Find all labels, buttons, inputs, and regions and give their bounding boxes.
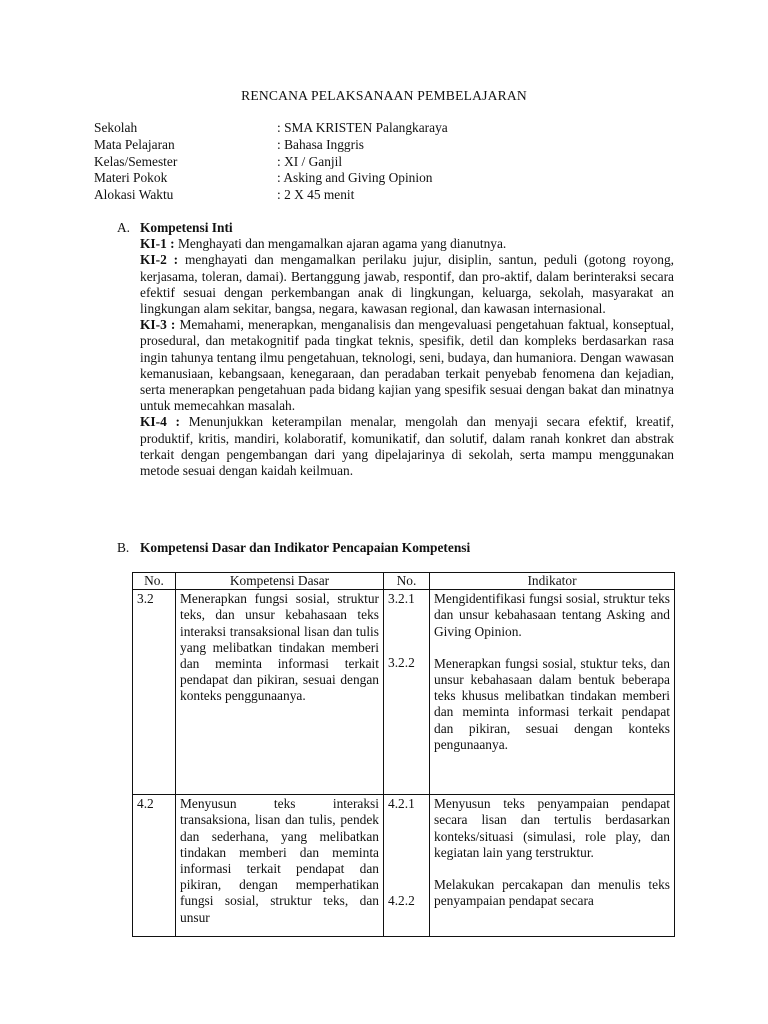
table-row: [133, 590, 675, 795]
header-indikator: Indikator: [430, 573, 675, 590]
ki-code: KI-2 :: [140, 252, 179, 268]
competency-table: [132, 572, 675, 937]
table-header-row: [133, 573, 675, 590]
indicator-texts: [430, 795, 675, 937]
indicator-text: Menyusun teks penyampaian pendapat secara lisan dan tertulis berdasarkan konteks/situasi (simulasi, role play, dan kegiatan lain yang terstruktur.: [434, 796, 670, 860]
ki-code: KI-4 :: [140, 414, 180, 430]
ki-item: [140, 414, 674, 479]
kd-number: 3.2: [133, 590, 176, 795]
identity-row-topic: [94, 170, 448, 187]
document-title: RENCANA PELAKSANAAN PEMBELAJARAN: [241, 88, 527, 103]
indicator-texts: [430, 590, 675, 795]
indicator-number: 4.2.1: [388, 796, 415, 812]
identity-value: : 2 X 45 menit: [277, 187, 355, 203]
identity-label: Kelas/Semester: [94, 153, 178, 169]
ki-item: [140, 317, 674, 414]
identity-value: : SMA KRISTEN Palangkaraya: [277, 120, 448, 135]
ki-text: Memahami, menerapkan, menganalisis dan mengevaluasi pengetahuan faktual, konseptual, prosedural, dan metakognitif pada tingkat teknis, spesifik, detil dan kompleks berdasarkan rasa ingin tahunya tentang ilmu pengetahuan, teknologi, seni, budaya, dan humaniora. Dengan wawasan kemanusiaan, kebangsaan, kenegaraan, dan peradaban terkait penyebab fenomena dan kejadian, serta menerapkan pengetahuan pada bidang kajian yang spesifik sesuai dengan bakat dan minatnya untuk memecahkan masalah.: [140, 317, 674, 414]
indicator-number: 4.2.2: [388, 893, 415, 909]
header-no-indikator: No.: [384, 573, 430, 590]
ki-text: Menghayati dan mengamalkan ajaran agama yang dianutnya.: [174, 236, 507, 252]
identity-label: Materi Pokok: [94, 170, 168, 186]
identity-value: : Bahasa Inggris: [277, 136, 365, 152]
indicator-number: 3.2.2: [388, 655, 415, 671]
table-row: [133, 795, 675, 937]
ki-text: menghayati dan mengamalkan perilaku jujur, disiplin, santun, peduli (gotong royong, kerjasama, toleran, damai). Bertanggung jawab, respontif, dan pro-aktif, dalam berinteraksi secara efektif sesuai dengan perkembangan anak di lingkungan, keluarga, sekolah, masyarakat an lingkungan alam sekitar, bangsa, negara, kawasan regional, dan kawasan internasional.: [140, 252, 674, 317]
identity-value: : XI / Ganjil: [277, 153, 343, 169]
identity-label: Sekolah: [94, 120, 138, 135]
indicator-text: Menerapkan fungsi sosial, stuktur teks, dan unsur kebahasaan dalam bentuk beberapa teks khusus melibatkan tindakan memberi dan meminta informasi terkait pendapat dan pikiran, sesuai dengan konteks pengunaanya.: [434, 655, 670, 752]
identity-label: Mata Pelajaran: [94, 136, 175, 152]
ki-code: KI-1 :: [140, 236, 175, 252]
section-title: Kompetensi Dasar dan Indikator Pencapaian Kompetensi: [140, 540, 471, 555]
ki-text: Menunjukkan keterampilan menalar, mengolah dan menyaji secara efektif, kreatif, produktif, kritis, mandiri, kolaboratif, komunikatif, dan solutif, dalam ranah konkret dan abstrak terkait dengan pengembangan dari yang dipelajarinya di sekolah, serta mampu menggunakan metode sesuai dengan kaidah keilmuan.: [140, 414, 674, 479]
identity-label: Alokasi Waktu: [94, 187, 174, 203]
identity-block: [94, 120, 448, 204]
section-letter: A.: [117, 220, 131, 235]
ki-item: [140, 236, 674, 252]
identity-value: : Asking and Giving Opinion: [277, 170, 433, 186]
indicator-numbers: [384, 590, 430, 795]
header-no: No.: [133, 573, 176, 590]
section-heading: [117, 220, 674, 236]
indicator-text: Melakukan percakapan dan menulis teks penyampaian pendapat secara: [434, 877, 670, 909]
identity-row-subject: [94, 137, 448, 154]
identity-row-time: [94, 187, 448, 204]
section-kompetensi-dasar-heading: [117, 540, 470, 556]
ki-code: KI-3 :: [140, 317, 176, 333]
indicator-text: Mengidentifikasi fungsi sosial, struktur teks dan unsur kebahasaan tentang Asking and Giving Opinion.: [434, 591, 670, 639]
kd-text: Menerapkan fungsi sosial, struktur teks, dan unsur kebahasaan teks interaksi transaksional lisan dan tulis yang melibatkan tindakan memberi dan meminta informasi terkait pendapat dan pikiran, sesuai dengan konteks penggunaanya.: [176, 590, 384, 795]
section-title: Kompetensi Inti: [140, 220, 233, 235]
indicator-numbers: [384, 795, 430, 937]
kd-text: Menyusun teks interaksi transaksiona, lisan dan tulis, pendek dan sederhana, yang melibatkan tindakan memberi dan meminta informasi terkait pendapat dan pikiran, dengan memperhatikan fungsi sosial, struktur teks, dan unsur: [176, 795, 384, 937]
section-kompetensi-inti: [117, 220, 674, 479]
indicator-number: 3.2.1: [388, 591, 415, 607]
kd-number: 4.2: [133, 795, 176, 937]
ki-item: [140, 252, 674, 317]
section-letter: B.: [117, 540, 130, 555]
identity-row-class: [94, 154, 448, 171]
identity-row-school: [94, 120, 448, 137]
header-kompetensi-dasar: Kompetensi Dasar: [176, 573, 384, 590]
